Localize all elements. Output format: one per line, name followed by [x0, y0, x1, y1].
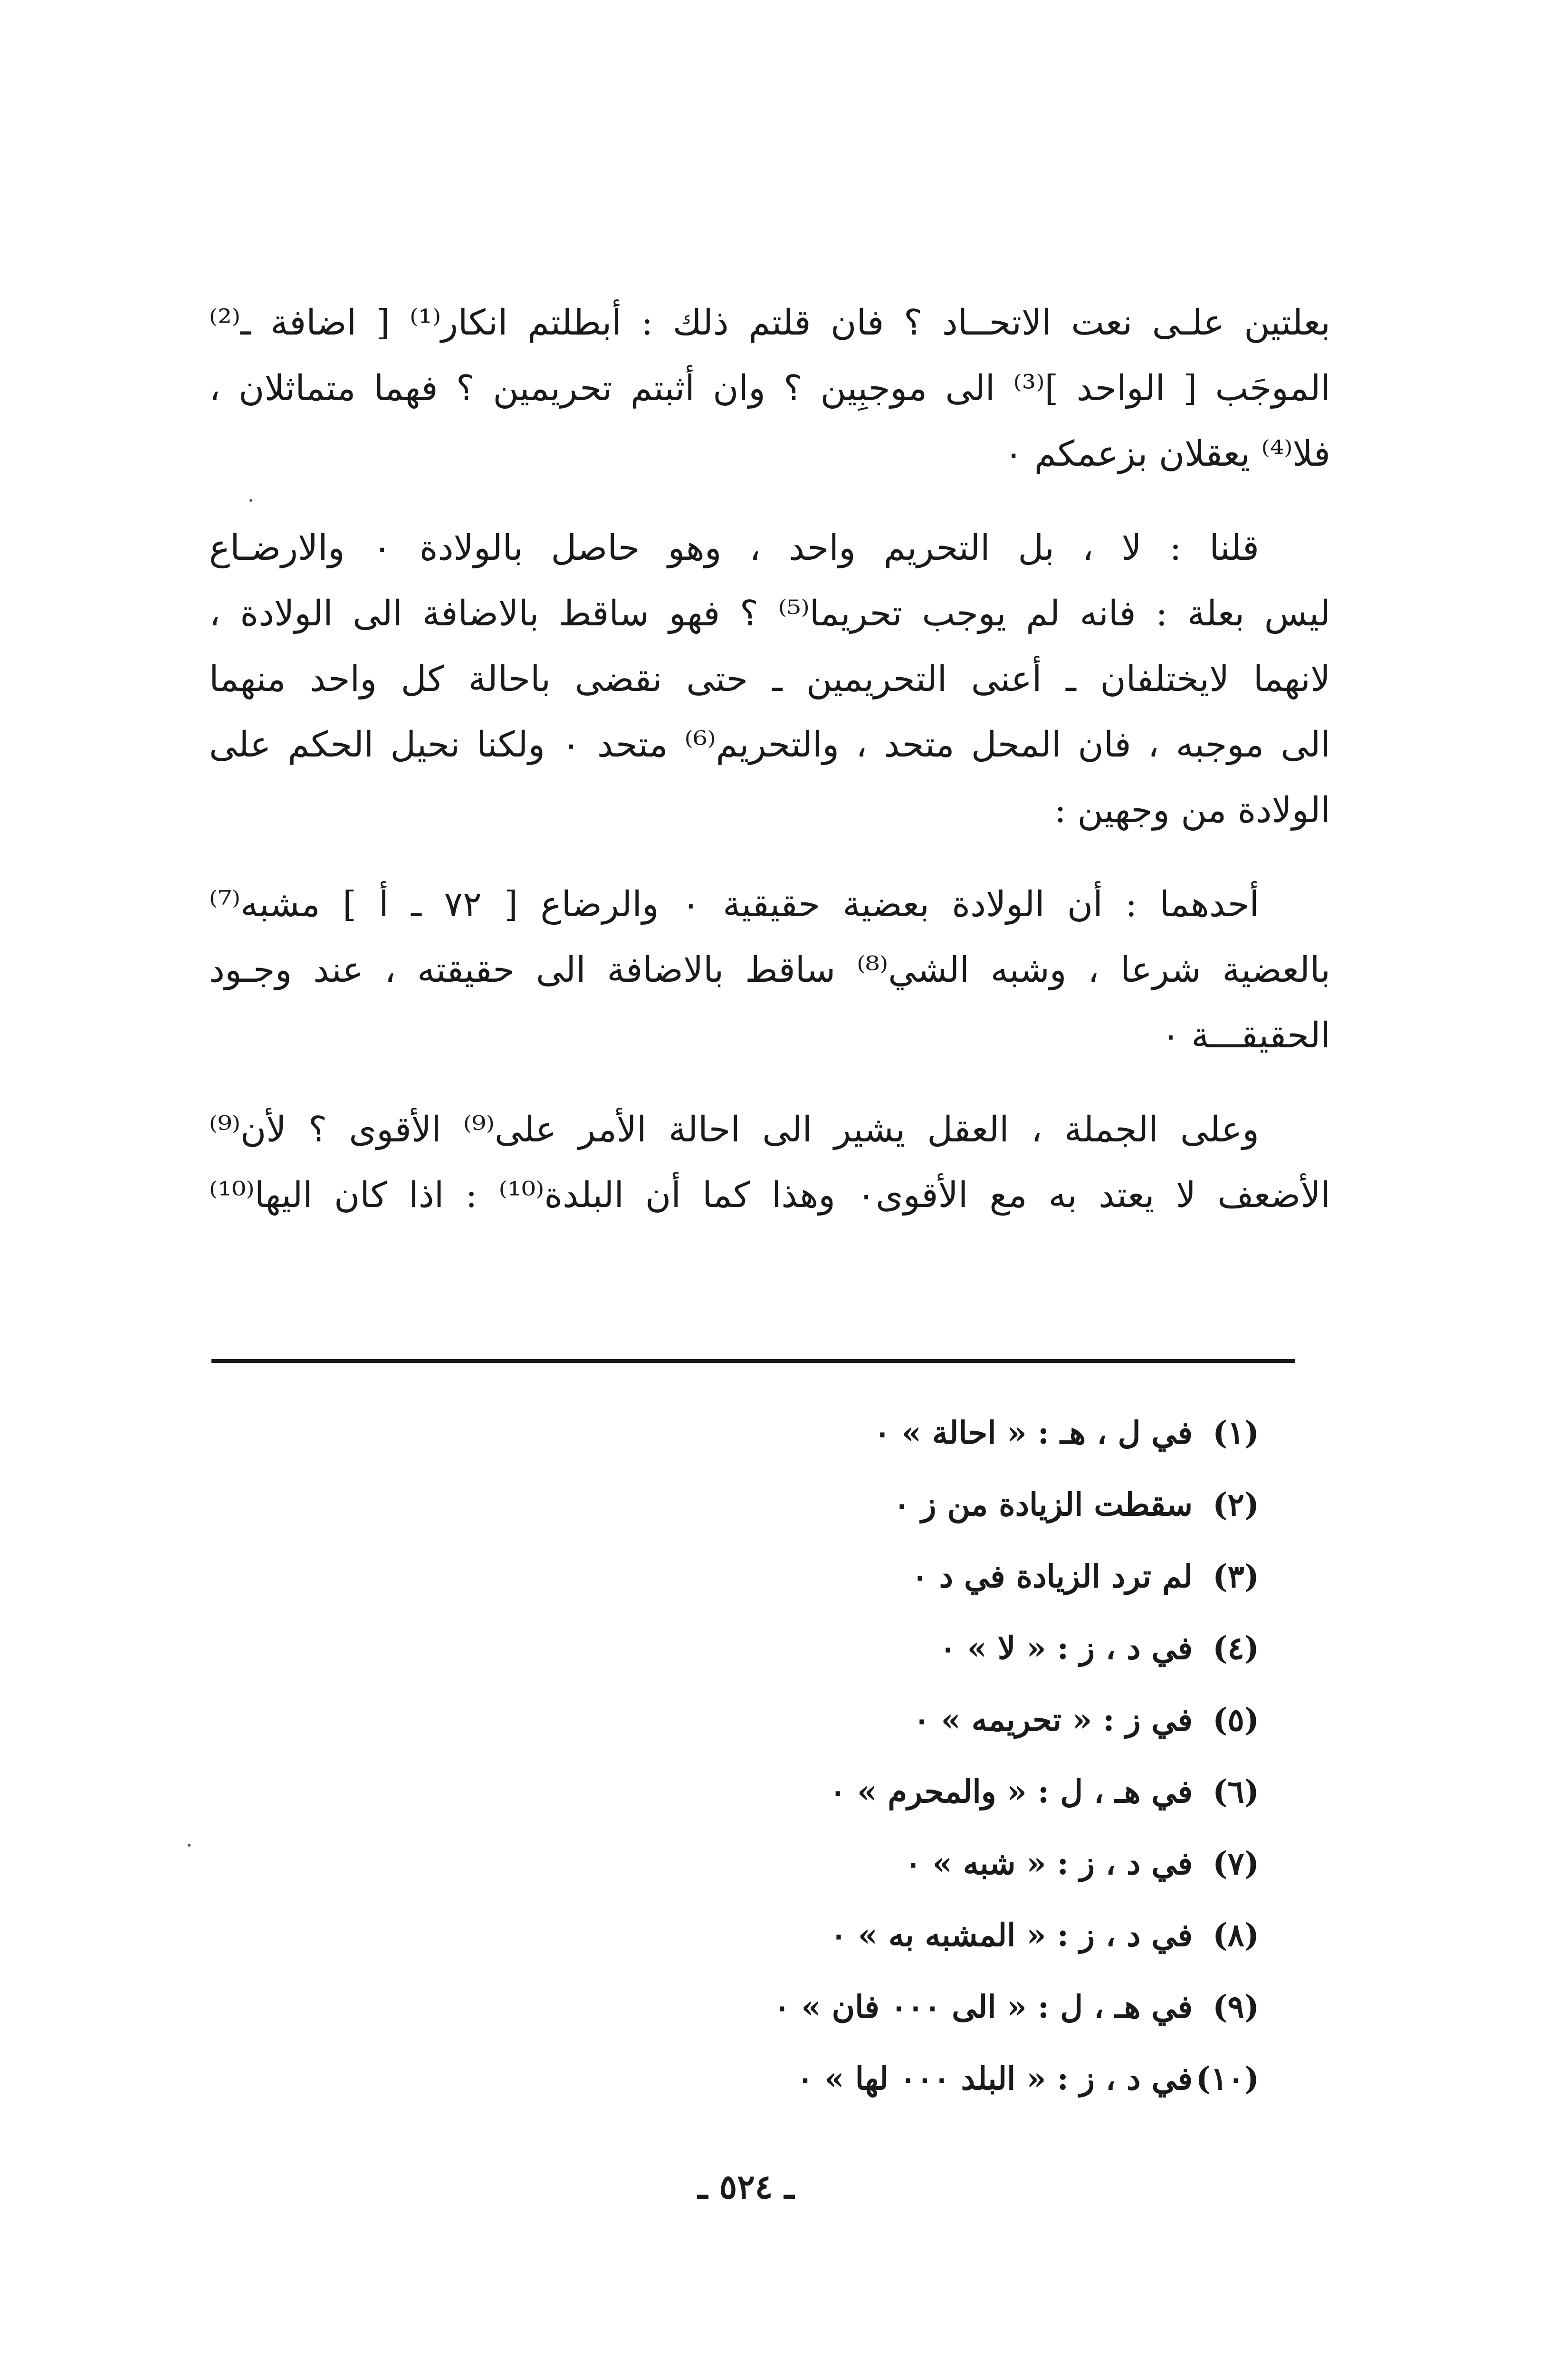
text-line: الأضعف لا يعتد به مع الأقوى٠ وهذا كما أن البلدة⁽¹⁰⁾ : اذا كان اليها⁽¹⁰⁾ — [209, 1175, 1331, 1216]
text-line: الحقيقـــة ٠ — [1161, 1015, 1330, 1056]
text-line: أحدهما : أن الولادة بعضية حقيقية ٠ والرضاع [ ٧٢ ـ أ ] مشبه⁽⁷⁾ — [209, 884, 1259, 925]
footnote-item — [570, 1469, 1259, 1541]
footnote-text: سقطت الزيادة من ز ٠ — [893, 1486, 1193, 1523]
footnote-number: (٥) — [1213, 1701, 1259, 1738]
footnote-number: (٨) — [1213, 1916, 1259, 1954]
footnote-number: (٢) — [1213, 1486, 1259, 1523]
footnote-text: في د ، ز : « البلد ٠٠٠ لها » ٠ — [796, 2060, 1193, 2097]
footnote-item — [570, 1684, 1259, 1756]
footnote-number: (٣) — [1213, 1558, 1259, 1595]
text-line: ليس بعلة : فانه لم يوجب تحريما⁽⁵⁾ ؟ فهو ساقط بالاضافة الى الولادة ، — [209, 593, 1330, 634]
footnote-text: في هـ ، ل : « والمحرم » ٠ — [829, 1773, 1193, 1810]
footnote-text: في ل ، هـ : « احالة » ٠ — [874, 1414, 1193, 1451]
footnote-item — [570, 1541, 1259, 1612]
page-number: ـ ٥٢٤ ـ — [698, 2167, 794, 2206]
footnote-number: (٩) — [1213, 1988, 1259, 2025]
footnote-number: (٤) — [1213, 1629, 1259, 1667]
footnotes-list — [570, 1397, 1259, 2115]
footnote-item — [570, 1397, 1259, 1469]
footnote-number: (٦) — [1213, 1773, 1259, 1810]
paragraph-1 — [209, 290, 1330, 487]
footnote-item — [570, 1612, 1259, 1684]
text-line: فلا⁽⁴⁾ يعقلان بزعمكم ٠ — [1004, 433, 1330, 474]
text-line: وعلى الجملة ، العقل يشير الى احالة الأمر على⁽⁹⁾ الأقوى ؟ لأن⁽⁹⁾ — [209, 1109, 1259, 1150]
scan-speck — [249, 499, 252, 502]
footnote-item — [570, 1971, 1259, 2043]
footnote-item — [570, 1756, 1259, 1828]
footnote-text: في د ، ز : « لا » ٠ — [939, 1629, 1193, 1667]
text-line: الى موجبه ، فان المحل متحد ، والتحريم⁽⁶⁾ متحد ٠ ولكنا نحيل الحكم على — [209, 724, 1330, 765]
footnote-text: لم ترد الزيادة في د ٠ — [911, 1558, 1193, 1595]
text-line: الموجَب [ الواحد ]⁽³⁾ الى موجبِين ؟ وان أثبتم تحريمين ؟ فهما متماثلان ، — [209, 368, 1331, 409]
paragraph-4 — [209, 1097, 1330, 1228]
text-line: بالعضية شرعا ، وشبه الشي⁽⁸⁾ ساقط بالاضافة الى حقيقته ، عند وجـود — [209, 949, 1330, 990]
paragraph-3 — [209, 872, 1330, 1068]
paragraph-2 — [209, 515, 1330, 843]
text-line: بعلتين علـى نعت الاتحــاد ؟ فان قلتم ذلك : أبطلتم انكار⁽¹⁾ [ اضافة ـ⁽²⁾ — [209, 302, 1330, 343]
footnote-number: (١) — [1213, 1414, 1259, 1451]
footnote-number: (١٠) — [1195, 2060, 1259, 2097]
footnote-text: في د ، ز : « شبه » ٠ — [905, 1845, 1193, 1882]
scan-speck — [188, 1844, 191, 1847]
text-line: الولادة من وجهين : — [1054, 790, 1330, 831]
footnote-text: في د ، ز : « المشبه به » ٠ — [830, 1916, 1193, 1954]
main-text — [209, 290, 1330, 1256]
footnote-text: في ز : « تحريمه » ٠ — [913, 1701, 1193, 1738]
footnote-item — [570, 1899, 1259, 1971]
text-line: لانهما لايختلفان ـ أعنى التحريمين ـ حتى نقضى باحالة كل واحد منهما — [209, 659, 1330, 699]
footnote-text: في هـ ، ل : « الى ٠٠٠ فان » ٠ — [774, 1988, 1193, 2025]
footnote-separator — [211, 1359, 1295, 1363]
text-line: قلنا : لا ، بل التحريم واحد ، وهو حاصل بالولادة ٠ والارضـاع — [209, 527, 1259, 568]
footnote-item — [570, 2043, 1259, 2115]
footnote-number: (٧) — [1213, 1845, 1259, 1882]
footnote-item — [570, 1828, 1259, 1899]
